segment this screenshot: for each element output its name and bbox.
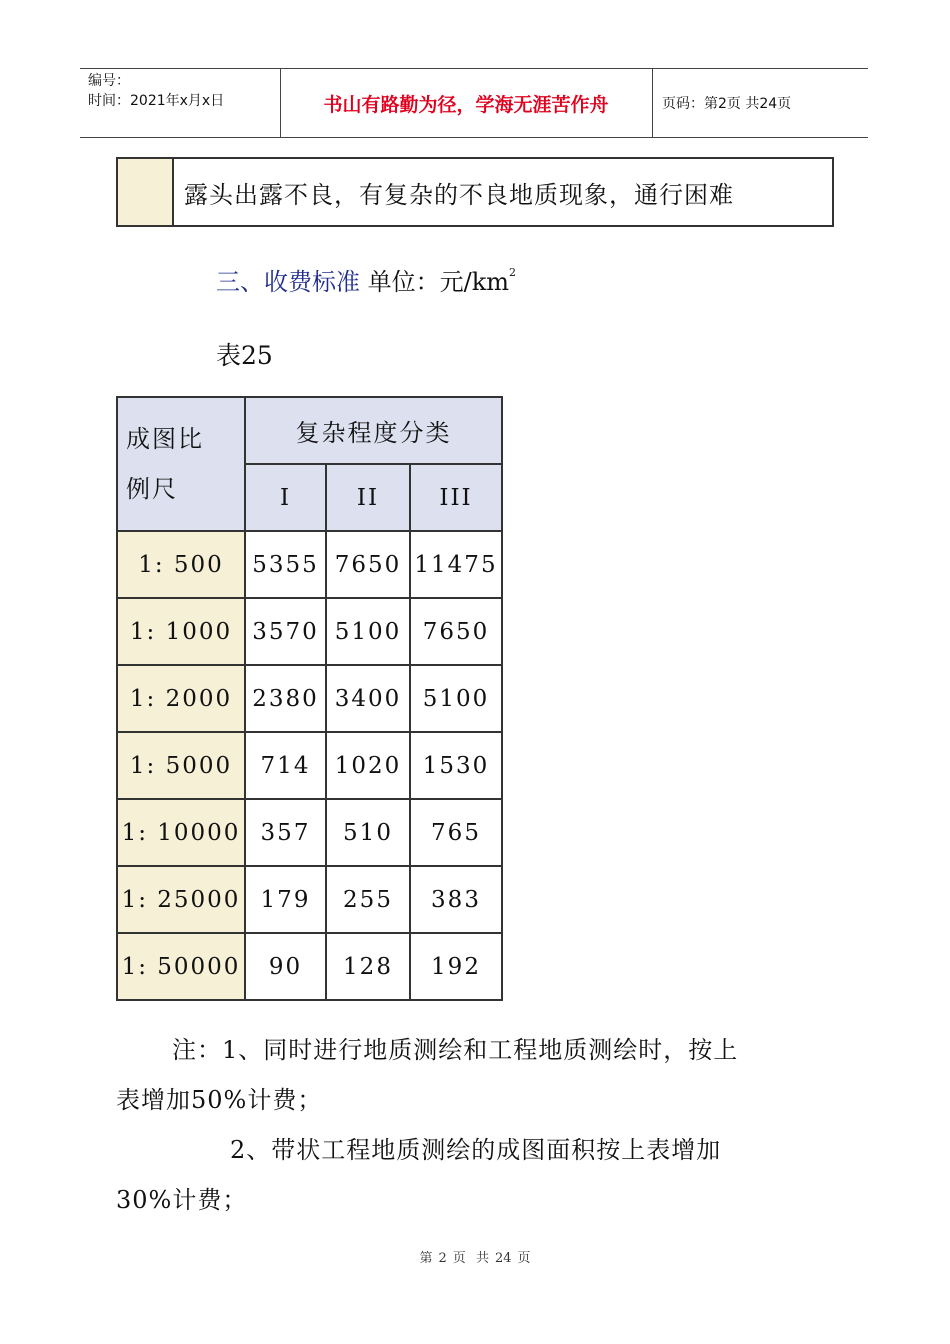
value-cell: 1020 bbox=[326, 732, 410, 799]
header-meta bbox=[88, 71, 278, 111]
note-1-line-2: 表增加50%计费； bbox=[116, 1086, 323, 1114]
continued-row-text: 露头出露不良，有复杂的不良地质现象，通行困难 bbox=[184, 180, 734, 209]
fee-table bbox=[116, 396, 503, 1001]
note-2-line-1: 2、带状工程地质测绘的成图面积按上表增加 bbox=[230, 1136, 722, 1164]
value-cell: 7650 bbox=[326, 531, 410, 598]
value-cell: 5100 bbox=[326, 598, 410, 665]
unit-superscript: 2 bbox=[509, 266, 517, 279]
value-cell: 128 bbox=[326, 933, 410, 1000]
group-header: 复杂程度分类 bbox=[245, 397, 502, 464]
header-divider bbox=[652, 69, 653, 137]
scale-cell: 1: 5000 bbox=[117, 732, 245, 799]
value-cell: 1530 bbox=[410, 732, 502, 799]
table-row bbox=[117, 866, 502, 933]
table-row bbox=[117, 933, 502, 1000]
table-row bbox=[117, 732, 502, 799]
header-number-label: 编号： bbox=[88, 73, 130, 89]
table-row bbox=[117, 598, 502, 665]
value-cell: 3570 bbox=[245, 598, 326, 665]
value-cell: 510 bbox=[326, 799, 410, 866]
table-row bbox=[117, 531, 502, 598]
table-caption: 表25 bbox=[216, 341, 273, 370]
page-footer: 第 2 页 共 24 页 bbox=[419, 1251, 531, 1266]
value-cell: 3400 bbox=[326, 665, 410, 732]
continued-row-label-cell bbox=[118, 159, 174, 225]
value-cell: 357 bbox=[245, 799, 326, 866]
footer-total-pages: 24 bbox=[494, 1251, 512, 1266]
scale-cell: 1: 2000 bbox=[117, 665, 245, 732]
value-cell: 5355 bbox=[245, 531, 326, 598]
value-cell: 7650 bbox=[410, 598, 502, 665]
value-cell: 2380 bbox=[245, 665, 326, 732]
section-heading bbox=[216, 262, 516, 297]
column-header: III bbox=[410, 464, 502, 531]
value-cell: 11475 bbox=[410, 531, 502, 598]
scale-cell: 1: 50000 bbox=[117, 933, 245, 1000]
section-unit: 单位：元$/km^2$ bbox=[367, 266, 517, 296]
note-2-line-2: 30%计费； bbox=[116, 1186, 248, 1214]
header-time-label: 时间：2021年x月x日 bbox=[88, 93, 225, 109]
column-header: I bbox=[245, 464, 326, 531]
page-header bbox=[80, 68, 868, 138]
value-cell: 255 bbox=[326, 866, 410, 933]
value-cell: 192 bbox=[410, 933, 502, 1000]
value-cell: 90 bbox=[245, 933, 326, 1000]
continued-table-row bbox=[116, 157, 834, 227]
table-row bbox=[117, 665, 502, 732]
scale-cell: 1: 10000 bbox=[117, 799, 245, 866]
column-header: II bbox=[326, 464, 410, 531]
scale-cell: 1: 25000 bbox=[117, 866, 245, 933]
section-title: 三、收费标准 bbox=[216, 268, 360, 296]
value-cell: 765 bbox=[410, 799, 502, 866]
table-row bbox=[117, 799, 502, 866]
note-1-line-1: 注：1、同时进行地质测绘和工程地质测绘时，按上 bbox=[172, 1036, 739, 1064]
corner-header: 成图比例尺 bbox=[117, 397, 245, 531]
value-cell: 179 bbox=[245, 866, 326, 933]
value-cell: 5100 bbox=[410, 665, 502, 732]
scale-cell: 1: 1000 bbox=[117, 598, 245, 665]
scale-cell: 1: 500 bbox=[117, 531, 245, 598]
value-cell: 383 bbox=[410, 866, 502, 933]
header-page-info: 页码：第2页 共24页 bbox=[662, 96, 792, 112]
header-motto: 书山有路勤为径，学海无涯苦作舟 bbox=[323, 93, 609, 116]
value-cell: 714 bbox=[245, 732, 326, 799]
footer-page-number: 2 bbox=[438, 1251, 447, 1266]
